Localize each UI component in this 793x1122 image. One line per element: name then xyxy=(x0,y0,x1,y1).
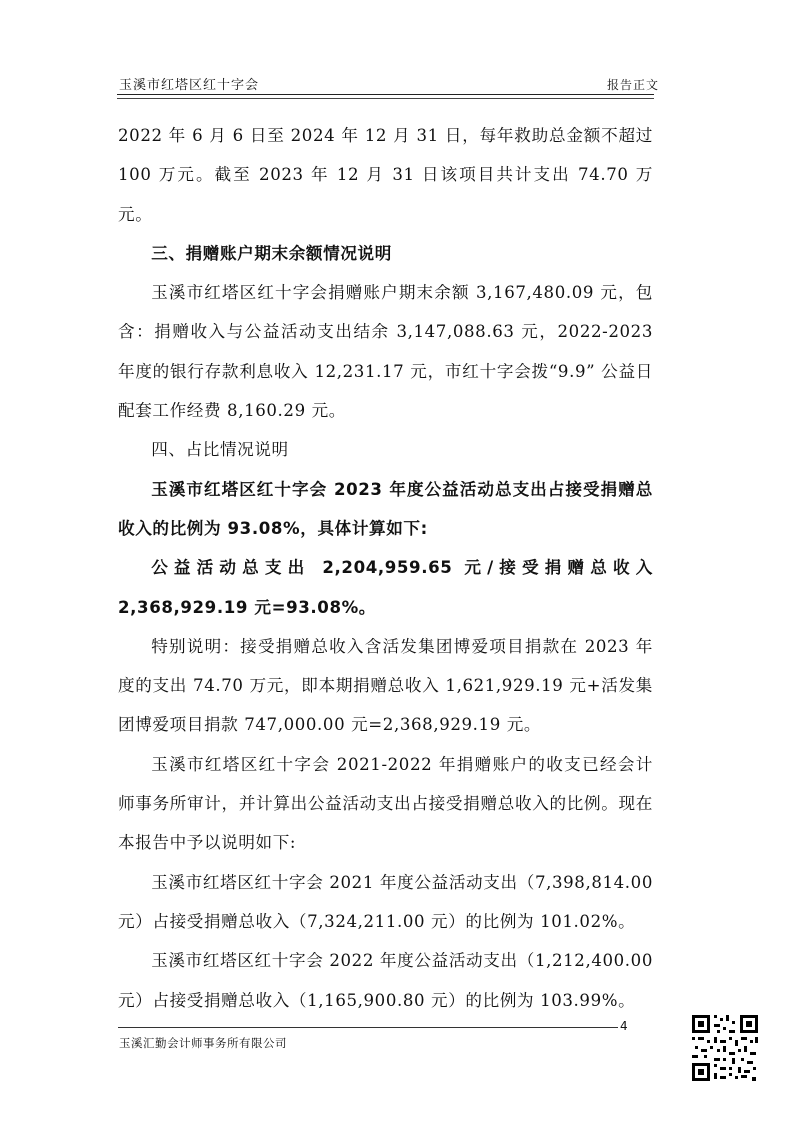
header-rule-thick xyxy=(117,94,654,95)
section-heading-balance: 三、捐赠账户期末余额情况说明 xyxy=(151,243,392,263)
header-section-label: 报告正文 xyxy=(607,78,660,92)
report-body xyxy=(118,116,653,1020)
qr-code-icon xyxy=(690,1013,760,1083)
page-number: 4 xyxy=(620,1019,628,1033)
footer-rule xyxy=(118,1027,618,1028)
paragraph-continuation: 2022 年 6 月 6 日至 2024 年 12 月 31 日，每年救助总金额不超过 100 万元。截至 2023 年 12 月 31 日该项目共计支出 74.70 万元。 xyxy=(118,126,653,224)
paragraph-ratio-formula: 公益活动总支出 2,204,959.65 元/接受捐赠总收入 2,368,929.19 元=93.08%。 xyxy=(118,558,653,617)
paragraph-audit-note: 玉溪市红塔区红十字会 2021-2022 年捐赠账户的收支已经会计师事务所审计，并计算出公益活动支出占接受捐赠总收入的比例。现在本报告中予以说明如下: xyxy=(118,754,653,853)
paragraph-ratio-summary: 玉溪市红塔区红十字会 2023 年度公益活动总支出占接受捐赠总收入的比例为 93.08%，具体计算如下: xyxy=(118,479,653,538)
header-organization: 玉溪市红塔区红十字会 xyxy=(119,78,260,93)
header-rule-thin xyxy=(117,98,654,99)
paragraph-balance: 玉溪市红塔区红十字会捐赠账户期末余额 3,167,480.09 元，包含：捐赠收入与公益活动支出结余 3,147,088.63 元，2022-2023 年度的银行存款利息收入 12,231.17 元，市红十字会拨“9.9” 公益日配套工作经费 8,160.29 元。 xyxy=(118,283,653,421)
paragraph-2022-ratio: 玉溪市红塔区红十字会 2022 年度公益活动支出（1,212,400.00 元）占接受捐赠总收入（1,165,900.80 元）的比例为 103.99%。 xyxy=(118,951,653,1010)
footer-firm-name: 玉溪汇勤会计师事务所有限公司 xyxy=(119,1036,287,1050)
paragraph-2021-ratio: 玉溪市红塔区红十字会 2021 年度公益活动支出（7,398,814.00 元）占接受捐赠总收入（7,324,211.00 元）的比例为 101.02%。 xyxy=(118,872,653,931)
section-heading-ratio: 四、占比情况说明 xyxy=(151,440,289,460)
paragraph-special-note: 特别说明：接受捐赠总收入含活发集团博爱项目捐款在 2023 年度的支出 74.70 万元，即本期捐赠总收入 1,621,929.19 元+活发集团博爱项目捐款 747,000.00 元=2,368,929.19 元。 xyxy=(118,636,653,735)
